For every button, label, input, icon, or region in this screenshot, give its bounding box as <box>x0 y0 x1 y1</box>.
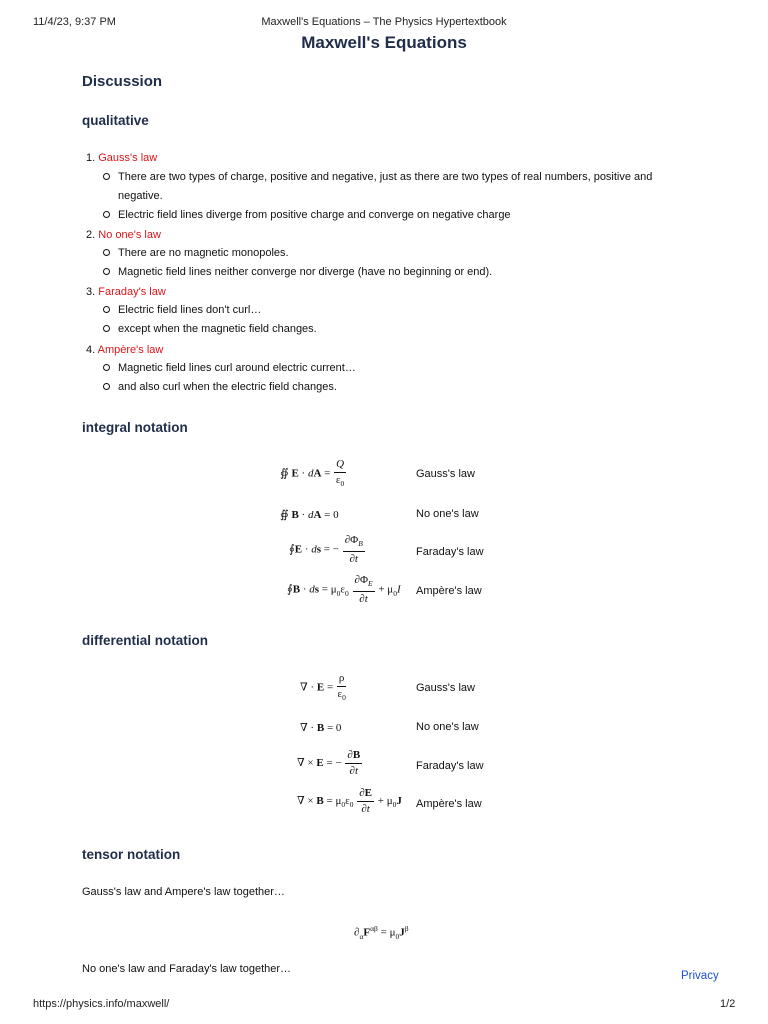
equation-no-one-differential: ∇ · B = 0 <box>300 722 342 734</box>
list-item: Magnetic field lines curl around electric current… <box>103 359 698 378</box>
law-name[interactable]: No one's law <box>98 229 161 241</box>
list-item: Electric field lines don't curl… <box>103 301 698 320</box>
tensor-heading: tensor notation <box>82 847 181 862</box>
equation-ampere-differential: ∇ × $B = \mu_0\varepsilon_0$ $\frac{\partial E}{\partial t}$ + $\mu_0J$ <box>297 787 402 815</box>
law-name[interactable]: Ampère's law <box>97 344 164 356</box>
tensor-text-1: Gauss's law and Ampere's law together… <box>82 886 285 898</box>
equation-gauss-integral: ∯ E · dA = $\frac{Q}{\varepsilon_0}$ <box>280 458 345 489</box>
bullet-icon <box>103 364 110 371</box>
equation-tensor: $\partial_\alpha F^{\alpha\beta} = \mu_0J^\beta$ <box>354 924 409 941</box>
equation-label: Gauss's law <box>416 682 475 694</box>
bullet-icon <box>103 173 110 180</box>
equation-no-one-integral: ∯ B · dA = 0 <box>280 509 339 521</box>
qualitative-heading: qualitative <box>82 113 149 128</box>
bullet-icon <box>103 306 110 313</box>
bullet-icon <box>103 325 110 332</box>
equation-label: Ampère's law <box>416 798 482 810</box>
print-url: https://physics.info/maxwell/ <box>33 998 170 1010</box>
equation-label: Faraday's law <box>416 546 484 558</box>
equation-label: Ampère's law <box>416 585 482 597</box>
law-name[interactable]: Faraday's law <box>98 286 166 298</box>
bullet-icon <box>103 211 110 218</box>
list-item: and also curl when the electric field changes. <box>103 378 698 397</box>
list-item: except when the magnetic field changes. <box>103 320 698 339</box>
equation-label: No one's law <box>416 721 479 733</box>
integral-heading: integral notation <box>82 420 188 435</box>
discussion-heading: Discussion <box>82 73 163 90</box>
law-number: 4. <box>86 344 96 356</box>
equation-faraday-differential: ∇ × E = − $\frac{\partial B}{\partial t}$ <box>297 749 361 777</box>
tensor-text-2: No one's law and Faraday's law together… <box>82 963 292 975</box>
equation-ampere-integral: ∮B · ds = $\mu_0\varepsilon_0$ $\frac{\partial\Phi_E}{\partial t}$ + $\mu_0I$ <box>287 574 401 606</box>
differential-heading: differential notation <box>82 633 208 648</box>
list-item: There are two types of charge, positive and negative, just as there are two types of real numbers, positive and negative. <box>103 168 698 206</box>
law-gauss[interactable] <box>86 152 157 164</box>
equation-label: Faraday's law <box>416 760 484 772</box>
list-item: Electric field lines diverge from positive charge and converge on negative charge <box>103 206 698 225</box>
law-name[interactable]: Gauss's law <box>98 152 158 164</box>
law-ampere[interactable] <box>86 344 163 356</box>
law-number: 2. <box>86 229 96 241</box>
law-number: 3. <box>86 286 96 298</box>
equation-label: No one's law <box>416 508 479 520</box>
list-item: There are no magnetic monopoles. <box>103 244 698 263</box>
privacy-link[interactable]: Privacy <box>681 970 719 982</box>
list-item: Magnetic field lines neither converge nor diverge (have no beginning or end). <box>103 263 698 282</box>
bullet-icon <box>103 383 110 390</box>
print-page-title: Maxwell's Equations – The Physics Hypertextbook <box>261 16 507 28</box>
equation-label: Gauss's law <box>416 468 475 480</box>
print-datetime: 11/4/23, 9:37 PM <box>33 16 116 28</box>
bullet-icon <box>103 249 110 256</box>
law-number: 1. <box>86 152 96 164</box>
equation-gauss-differential: ∇ · E = $\frac{\rho}{\varepsilon_0}$ <box>300 672 346 703</box>
equation-faraday-integral: ∮E · ds = − $\frac{\partial\Phi_B}{\partial t}$ <box>289 534 363 566</box>
law-no-one[interactable] <box>86 229 161 241</box>
page-title: Maxwell's Equations <box>301 33 467 52</box>
bullet-icon <box>103 268 110 275</box>
law-faraday[interactable] <box>86 286 166 298</box>
print-page-number: 1/2 <box>720 998 736 1010</box>
